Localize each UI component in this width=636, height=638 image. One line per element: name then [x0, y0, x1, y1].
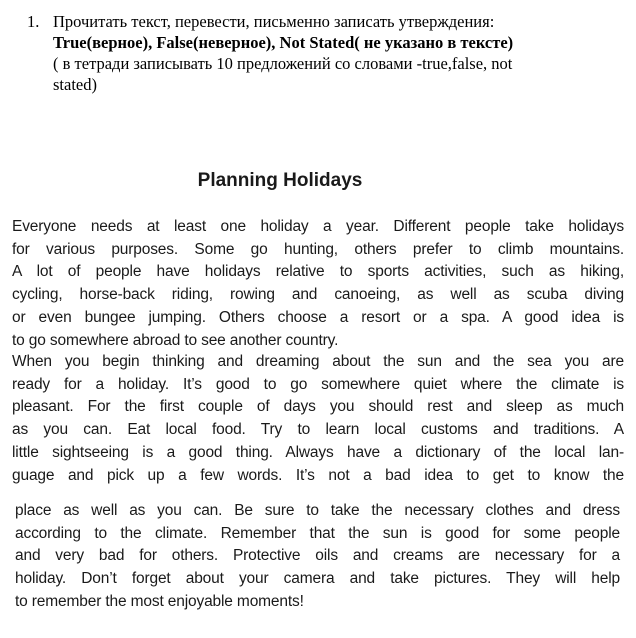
- task-number: 1.: [27, 12, 40, 31]
- text-line: Everyone needs at least one holiday a year. Different people take holidays: [12, 218, 624, 235]
- text-line: little sightseeing is a good thing. Always have a dictionary of the local lan-: [12, 443, 624, 461]
- task-instructions: [27, 11, 617, 95]
- task-line-2: True(верное), False(неверное), Not Stated( не указано в тексте): [53, 33, 514, 52]
- text-line: and very bad for others. Protective oils and creams are necessary for a: [15, 547, 620, 565]
- paragraph-2: [12, 351, 624, 487]
- paragraph-3: [15, 500, 620, 614]
- text-line: for various purposes. Some go hunting, others prefer to climb mountains.: [12, 240, 624, 258]
- text-line: pleasant. For the first couple of days you should rest and sleep as much: [12, 398, 624, 416]
- text-line: guage and pick up a few words. It’s not a bad idea to get to know the: [12, 466, 624, 484]
- text-line: A lot of people have holidays relative to sports activities, such as hiking,: [12, 263, 624, 281]
- text-line: holiday. Don’t forget about your camera and take pictures. They will help: [15, 570, 620, 588]
- text-line: as you can. Eat local food. Try to learn local customs and traditions. A: [12, 421, 624, 439]
- article-title: Planning Holidays: [197, 170, 363, 191]
- text-line: cycling, horse-back riding, rowing and canoeing, as well as scuba diving: [12, 286, 624, 304]
- text-line: to go somewhere abroad to see another country.: [12, 331, 339, 349]
- task-line-3: ( в тетради записывать 10 предложений со словами -true,false, not: [53, 54, 513, 73]
- task-line-4: stated): [53, 75, 97, 94]
- text-line: according to the climate. Remember that the sun is good for some people: [15, 524, 620, 542]
- text-line: place as well as you can. Be sure to take the necessary clothes and dress: [15, 502, 620, 519]
- text-line: or even bungee jumping. Others choose a resort or a spa. A good idea is: [12, 308, 624, 326]
- text-line: When you begin thinking and dreaming about the sun and the sea you are: [12, 353, 624, 370]
- task-line-1: Прочитать текст, перевести, письменно записать утверждения:: [53, 12, 495, 31]
- paragraph-1: [12, 216, 624, 352]
- text-line: to remember the most enjoyable moments!: [15, 592, 304, 610]
- text-line: ready for a holiday. It’s good to go somewhere quiet where the climate is: [12, 375, 624, 393]
